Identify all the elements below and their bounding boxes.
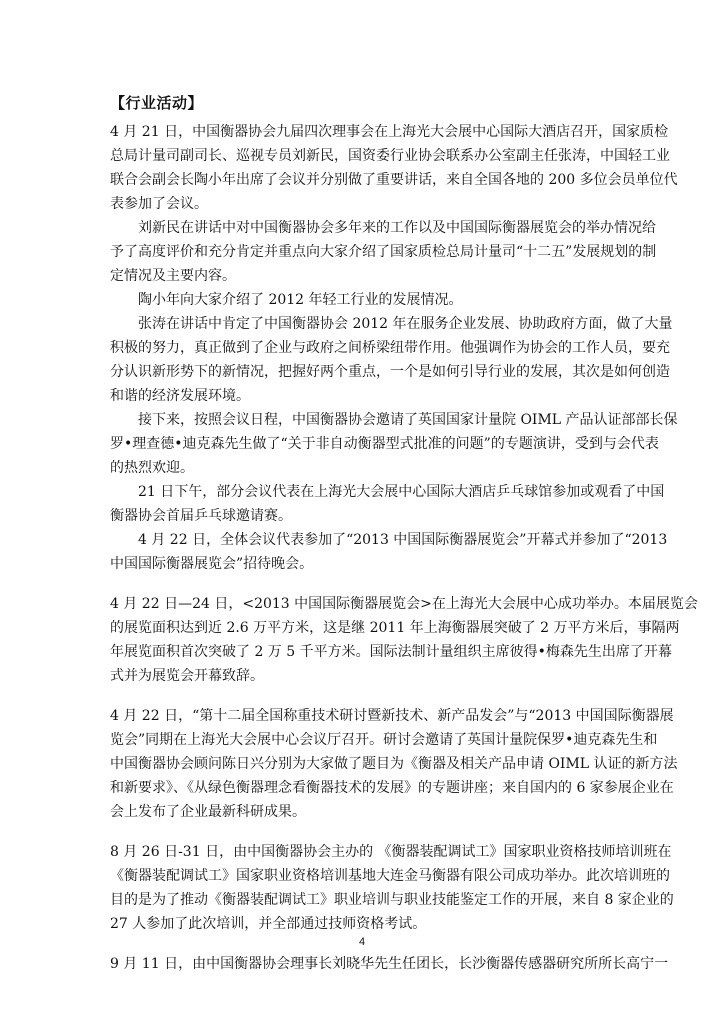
- text-line: 4 月 22 日—24 日，<2013 中国国际衡器展览会>在上海光大会展中心成功举办。本届展览会: [110, 596, 698, 612]
- text-line: 罗•理查德•迪克森先生做了“关于非自动衡器型式批准的问题”的专题演讲，受到与会代表: [110, 436, 659, 452]
- text-line: 《衡器装配调试工》国家职业资格培训基地大连金马衡器有限公司成功举办。此次培训班的: [110, 868, 670, 884]
- text-line: 的展览面积达到近 2.6 万平方米，这是继 2011 年上海衡器展突破了 2 万平方米后，事隔两: [110, 620, 680, 636]
- text-line: 8 月 26 日-31 日，由中国衡器协会主办的 《衡器装配调试工》国家职业资格技师培训班在: [110, 844, 672, 860]
- text-line: 会上发布了企业最新科研成果。: [110, 804, 306, 820]
- text-line: 4 月 22 日，全体会议代表参加了“2013 中国国际衡器展览会”开幕式并参加了“2013: [138, 532, 668, 548]
- text-line: 予了高度评价和充分肯定并重点向大家介绍了国家质检总局计量司“十二五”发展规划的制: [110, 244, 657, 260]
- text-line: 和谐的经济发展环境。: [110, 388, 250, 404]
- text-line: 4 月 21 日，中国衡器协会九届四次理事会在上海光大会展中心国际大酒店召开，国家质检: [110, 124, 669, 140]
- text-line: 中国衡器协会顾问陈日兴分别为大家做了题目为《衡器及相关产品申请 OIML 认证的新方法: [110, 756, 678, 772]
- text-line: 总局计量司副司长、巡视专员刘新民，国资委行业协会联系办公室副主任张涛，中国轻工业: [110, 148, 670, 164]
- text-line: 表参加了会议。: [110, 196, 208, 212]
- text-line: 的热烈欢迎。: [110, 460, 194, 476]
- text-line: 中国国际衡器展览会”招待晚会。: [110, 556, 314, 572]
- text-line: 定情况及主要内容。: [110, 268, 236, 284]
- page-number: 4: [358, 936, 366, 948]
- text-line: 21 日下午，部分会议代表在上海光大会展中心国际大酒店乒乓球馆参加或观看了中国: [138, 484, 665, 500]
- text-line: 衡器协会首届乒乓球邀请赛。: [110, 508, 292, 524]
- text-line: 积极的努力，真正做到了企业与政府之间桥梁纽带作用。他强调作为协会的工作人员，要充: [110, 340, 670, 356]
- text-line: 年展览面积首次突破了 2 万 5 千平方米。国际法制计量组织主席彼得•梅森先生出席了开幕: [110, 644, 672, 660]
- text-line: 联合会副会长陶小年出席了会议并分别做了重要讲话，来自全国各地的 200 多位会员单位代: [110, 172, 678, 188]
- text-line: 4 月 22 日，“第十二届全国称重技术研讨暨新技术、新产品发会”与“2013 中国国际衡器展: [110, 708, 674, 724]
- text-line: 刘新民在讲话中对中国衡器协会多年来的工作以及中国国际衡器展览会的举办情况给: [138, 220, 656, 236]
- text-line: 分认识新形势下的新情况，把握好两个重点，一个是如何引导行业的发展，其次是如何创造: [110, 364, 670, 380]
- text-line: 览会”同期在上海光大会展中心会议厅召开。研讨会邀请了英国计量院保罗•迪克森先生和: [110, 732, 658, 748]
- text-line: 和新要求》、《从绿色衡器理念看衡器技术的发展》的专题讲座；来自国内的 6 家参展企业在: [110, 780, 674, 796]
- text-line: 陶小年向大家介绍了 2012 年轻工行业的发展情况。: [138, 292, 463, 308]
- text-line: 式并为展览会开幕致辞。: [110, 668, 264, 684]
- text-line: 9 月 11 日，由中国衡器协会理事长刘晓华先生任团长，长沙衡器传感器研究所所长高宁一: [110, 956, 669, 972]
- section-heading: 【行业活动】: [110, 94, 204, 112]
- text-line: 27 人参加了此次培训，并全部通过技师资格考试。: [110, 916, 427, 932]
- text-line: 张涛在讲话中肯定了中国衡器协会 2012 年在服务企业发展、协助政府方面，做了大量: [138, 316, 673, 332]
- text-line: 目的是为了推动《衡器装配调试工》职业培训与职业技能鉴定工作的开展，来自 8 家企业的: [110, 892, 674, 908]
- text-line: 接下来，按照会议日程，中国衡器协会邀请了英国国家计量院 OIML 产品认证部部长保: [138, 412, 678, 428]
